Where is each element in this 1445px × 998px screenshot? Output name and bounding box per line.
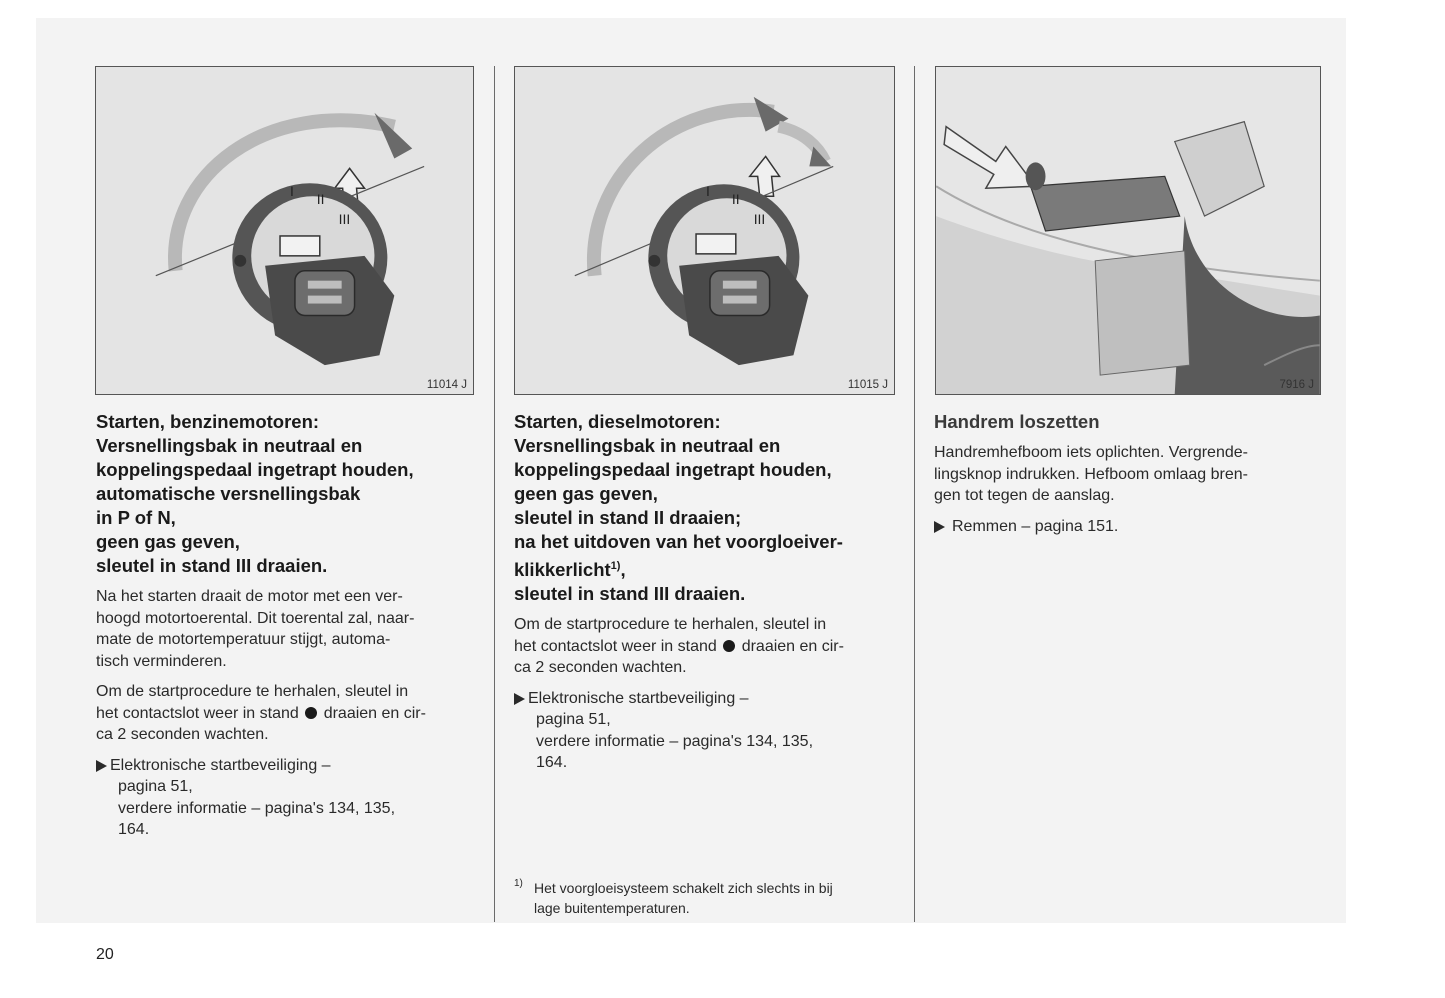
arrow-right-icon	[96, 760, 107, 772]
cross-reference: Remmen – pagina 151.	[934, 516, 1324, 538]
cross-reference: Elektronische startbeveiliging – pagina 51, verdere informatie – pagina's 134, 135, 164.	[514, 688, 899, 774]
section-heading: Starten, benzinemotoren: Versnellingsbak in neutraal en koppelingspedaal ingetrapt houden, automatische versnellingsbak in P of N, geen gas geven, sleutel in stand III draaien.	[96, 411, 414, 576]
svg-text:I: I	[289, 183, 294, 200]
svg-text:I: I	[705, 183, 710, 200]
svg-text:III: III	[753, 211, 766, 228]
column-diesel	[514, 410, 899, 774]
dot-symbol-icon	[723, 640, 735, 652]
cross-reference: Elektronische startbeveiliging – pagina 51, verdere informatie – pagina's 134, 135, 164.	[96, 755, 476, 841]
paragraph: Handremhefboom iets oplichten. Vergrende- lingsknop indrukken. Hefboom omlaag bren- gen tot tegen de aanslag.	[934, 444, 1248, 504]
ignition-key-illustration	[515, 67, 894, 394]
paragraph: Om de startprocedure te herhalen, sleutel in het contactslot weer in stand draaien en cir- ca 2 seconden wachten.	[96, 683, 426, 743]
paragraph: Om de startprocedure te herhalen, sleutel in het contactslot weer in stand draaien en cir- ca 2 seconden wachten.	[514, 616, 844, 677]
figure-ignition-diesel	[514, 66, 895, 395]
section-heading: Starten, dieselmotoren: Versnellingsbak in neutraal en koppelingspedaal ingetrapt houden, geen gas geven, sleutel in stand II draaien; na het uitdoven van het voorgloeiver- klikkerlicht$^{1)}$, sleutel in stand III draaien.	[514, 411, 843, 605]
svg-text:III: III	[338, 211, 351, 228]
handbrake-illustration	[936, 67, 1320, 394]
dot-symbol-icon	[305, 707, 317, 719]
figure-code: 7916 J	[1279, 379, 1314, 391]
page-number: 20	[96, 946, 114, 963]
ignition-key-illustration	[96, 67, 473, 394]
column-divider	[494, 66, 495, 922]
figure-handbrake	[935, 66, 1321, 395]
figure-ignition-petrol	[95, 66, 474, 395]
svg-text:II: II	[731, 191, 740, 208]
arrow-right-icon	[934, 521, 945, 533]
column-handbrake	[934, 410, 1324, 537]
svg-text:II: II	[316, 191, 325, 208]
column-petrol	[96, 410, 476, 841]
arrow-right-icon	[514, 693, 525, 705]
paragraph: Na het starten draait de motor met een ver- hoogd motortoerental. Dit toerental zal, naar- mate de motortemperatuur stijgt, automa- tisch verminderen.	[96, 588, 415, 670]
figure-code: 11014 J	[426, 379, 467, 391]
figure-code: 11015 J	[847, 379, 888, 391]
footnote: 1) Het voorgloeisysteem schakelt zich slechts in bij lage buitentemperaturen.	[514, 878, 833, 916]
section-heading: Handrem loszetten	[934, 411, 1100, 432]
column-divider	[914, 66, 915, 922]
